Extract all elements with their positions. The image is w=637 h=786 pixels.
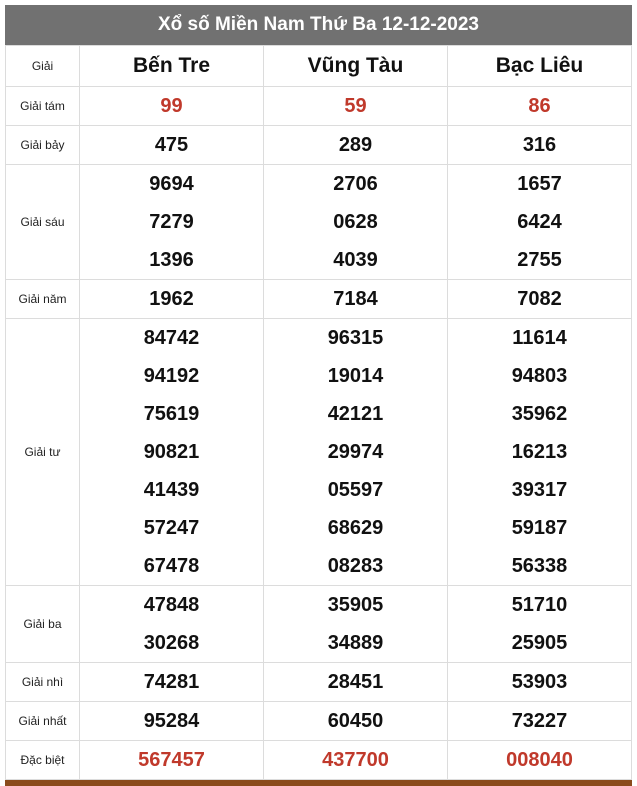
prize-label: Đặc biệt [6,741,80,780]
winning-number: 08283 [327,555,384,577]
winning-number: 7279 [149,211,194,233]
winning-number: 1396 [149,249,194,271]
winning-number: 53903 [511,671,568,693]
winning-number: 60450 [327,710,384,732]
prize-cell [264,702,448,741]
winning-number: 67478 [143,555,200,577]
prize-cell [80,663,264,702]
prize-label: Giải sáu [6,165,80,280]
winning-number: 94803 [511,365,568,387]
prize-cell [264,741,448,780]
winning-number: 4039 [333,249,378,271]
prize-cell [264,319,448,586]
winning-number: 29974 [327,441,384,463]
winning-number: 90821 [143,441,200,463]
prize-cell [80,87,264,126]
prize-cell [264,165,448,280]
prize-cell [80,702,264,741]
prize-label: Giải tư [6,319,80,586]
prize-row [6,586,632,663]
winning-number: 0628 [333,211,378,233]
prize-row [6,87,632,126]
prize-cell [448,741,632,780]
prize-row [6,280,632,319]
winning-number: 99 [160,95,183,117]
winning-number: 59 [344,95,367,117]
prize-cell [264,586,448,663]
winning-number: 25905 [511,632,568,654]
prize-row [6,663,632,702]
winning-number: 34889 [327,632,384,654]
winning-number: 7082 [517,288,562,310]
prize-label: Giải nhì [6,663,80,702]
prize-cell [80,319,264,586]
winning-number: 6424 [517,211,562,233]
prize-cell [80,126,264,165]
winning-number: 94192 [143,365,200,387]
winning-number: 1657 [517,173,562,195]
prize-row [6,741,632,780]
province-vung-tau: Vũng Tàu [264,46,448,87]
prize-cell [264,126,448,165]
winning-number: 84742 [143,327,200,349]
winning-number: 51710 [511,594,568,616]
winning-number: 47848 [143,594,200,616]
winning-number: 1962 [149,288,194,310]
prize-label: Giải tám [6,87,80,126]
prize-cell [448,586,632,663]
winning-number: 567457 [138,749,205,771]
prize-row [6,126,632,165]
winning-number: 74281 [143,671,200,693]
winning-number: 316 [522,134,557,156]
winning-number: 75619 [143,403,200,425]
prize-label: Giải bảy [6,126,80,165]
winning-number: 008040 [506,749,573,771]
winning-number: 2706 [333,173,378,195]
prize-rows [6,87,632,780]
winning-number: 95284 [143,710,200,732]
prize-label: Giải nhất [6,702,80,741]
prize-cell [264,87,448,126]
prize-cell [448,702,632,741]
prize-cell [80,586,264,663]
winning-number: 30268 [143,632,200,654]
province-bac-lieu: Bạc Liêu [448,46,632,87]
prize-cell [448,319,632,586]
winning-number: 437700 [322,749,389,771]
prize-row [6,165,632,280]
winning-number: 73227 [511,710,568,732]
prize-cell [80,280,264,319]
winning-number: 475 [154,134,189,156]
winning-number: 05597 [327,479,384,501]
prize-row [6,319,632,586]
prize-cell [80,165,264,280]
winning-number: 96315 [327,327,384,349]
winning-number: 7184 [333,288,378,310]
results-title: Xổ số Miền Nam Thứ Ba 12-12-2023 [5,5,632,45]
prize-label: Giải ba [6,586,80,663]
winning-number: 68629 [327,517,384,539]
winning-number: 16213 [511,441,568,463]
prize-cell [448,280,632,319]
winning-number: 42121 [327,403,384,425]
prize-cell [448,165,632,280]
winning-number: 11614 [512,327,567,349]
winning-number: 28451 [327,671,384,693]
prize-cell [448,663,632,702]
winning-number: 59187 [511,517,568,539]
province-ben-tre: Bến Tre [80,46,264,87]
prize-column-header: Giải [6,46,80,87]
prize-row [6,702,632,741]
winning-number: 56338 [511,555,568,577]
winning-number: 19014 [327,365,384,387]
winning-number: 9694 [149,173,194,195]
prize-cell [448,126,632,165]
header-row [6,46,632,87]
bottom-border [5,780,632,786]
winning-number: 35962 [511,403,568,425]
winning-number: 39317 [511,479,568,501]
results-table [5,45,632,780]
winning-number: 86 [528,95,551,117]
winning-number: 41439 [143,479,200,501]
lottery-results [5,5,632,786]
prize-cell [448,87,632,126]
prize-cell [264,280,448,319]
prize-cell [264,663,448,702]
winning-number: 57247 [143,517,200,539]
winning-number: 35905 [327,594,384,616]
winning-number: 2755 [517,249,562,271]
prize-cell [80,741,264,780]
winning-number: 289 [338,134,373,156]
prize-label: Giải năm [6,280,80,319]
